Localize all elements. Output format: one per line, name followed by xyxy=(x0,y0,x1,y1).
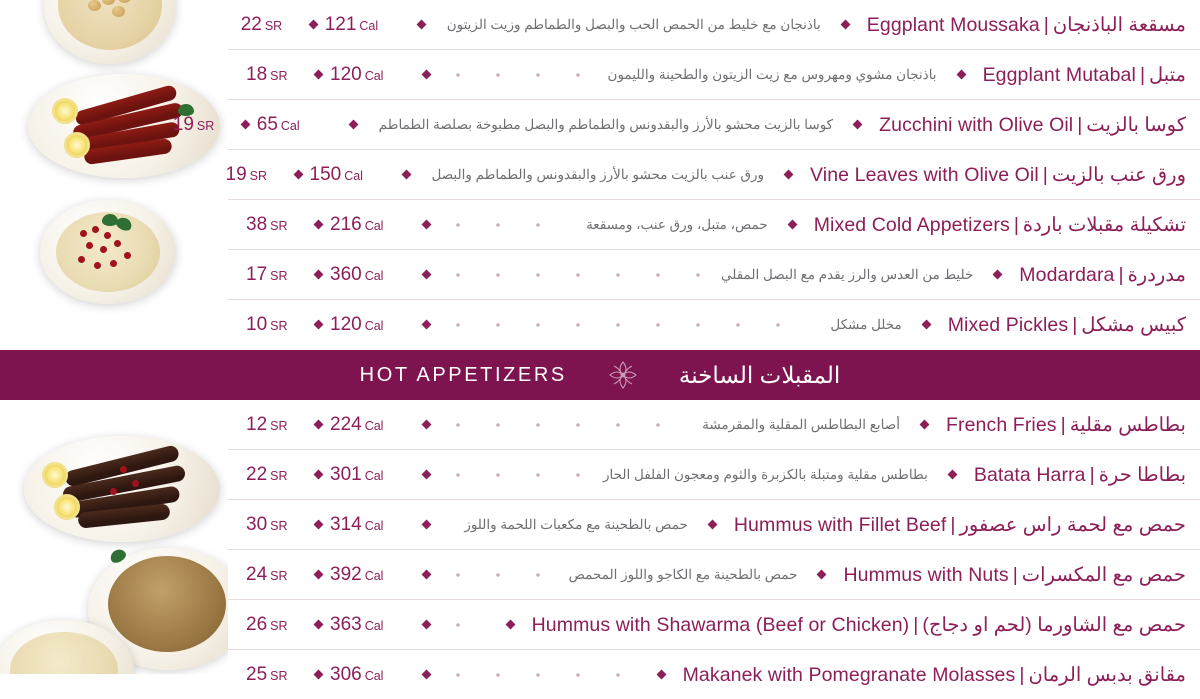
bullet-diamond-icon xyxy=(314,270,324,280)
menu-item-name-en: Eggplant Moussaka xyxy=(866,13,1040,36)
price-unit: SR xyxy=(270,668,288,683)
menu-item-name: ورق عنب بالزيت|Vine Leaves with Olive Oil xyxy=(810,163,1186,186)
menu-item-name: تشكيلة مقبلات باردة|Mixed Cold Appetizers xyxy=(813,213,1186,236)
bullet-diamond-icon xyxy=(948,470,958,480)
price-unit: SR xyxy=(270,518,288,533)
dot-leader xyxy=(438,250,707,299)
calorie-unit: Cal xyxy=(364,268,384,283)
price-unit: SR xyxy=(270,218,288,233)
menu-item-name-ar: مسقعة الباذنجان xyxy=(1052,13,1186,36)
bullet-diamond-icon xyxy=(422,220,432,230)
menu-item-name: مدردرة|Modardara xyxy=(1019,263,1186,286)
menu-item-calories: 306 Cal xyxy=(330,663,384,685)
menu-item-name-ar: مقانق بدبس الرمان xyxy=(1028,663,1186,686)
bullet-diamond-icon xyxy=(506,620,516,630)
menu-item-row[interactable] xyxy=(228,250,1200,300)
menu-item-calories: 121 Cal xyxy=(324,13,379,35)
bullet-diamond-icon xyxy=(314,470,324,480)
bullet-diamond-icon xyxy=(422,270,432,280)
menu-item-name-ar: حمص مع لحمة راس عصفور xyxy=(959,513,1186,536)
menu-item-name-ar: كبيس مشكل xyxy=(1081,313,1186,336)
menu-item-price: 18 SR xyxy=(246,63,288,85)
menu-item-description: أصابع البطاطس المقلية والمقرمشة xyxy=(702,416,900,432)
menu-item-name-en: Vine Leaves with Olive Oil xyxy=(810,163,1039,186)
bullet-diamond-icon xyxy=(788,220,798,230)
bullet-diamond-icon xyxy=(922,320,932,330)
menu-item-name: متبل|Eggplant Mutabal xyxy=(982,63,1186,86)
menu-item-description: باذنجان مع خليط من الحمص الحب والبصل والطماطم وزيت الزيتون xyxy=(446,16,821,32)
bullet-diamond-icon xyxy=(349,120,359,130)
menu-item-name-en: Hummus with Fillet Beef xyxy=(733,513,947,536)
menu-item-name-ar: بطاطس مقلية xyxy=(1069,413,1186,436)
calorie-unit: Cal xyxy=(359,18,379,33)
menu-item-name-en: Makanek with Pomegranate Molasses xyxy=(682,663,1016,686)
dish-photo-column xyxy=(0,0,228,674)
menu-item-name-ar: حمص مع المكسرات xyxy=(1021,563,1186,586)
bullet-diamond-icon xyxy=(294,170,304,180)
calorie-unit: Cal xyxy=(364,618,384,633)
bullet-diamond-icon xyxy=(422,620,432,630)
menu-item-description: خليط من العدس والرز يقدم مع البصل المقلي xyxy=(721,266,974,282)
bullet-diamond-icon xyxy=(422,70,432,80)
menu-item-calories: 224 Cal xyxy=(330,413,384,435)
bullet-diamond-icon xyxy=(841,20,851,30)
hot-appetizers-list xyxy=(228,400,1200,686)
bullet-diamond-icon xyxy=(422,470,432,480)
calorie-unit: Cal xyxy=(364,468,384,483)
calorie-unit: Cal xyxy=(280,118,300,133)
menu-item-row[interactable] xyxy=(228,500,1200,550)
menu-item-name-ar: مدردرة xyxy=(1127,263,1186,286)
menu-item-price: 10 SR xyxy=(246,313,288,335)
calorie-unit: Cal xyxy=(364,668,384,683)
dot-leader xyxy=(438,450,589,499)
bullet-diamond-icon xyxy=(314,320,324,330)
menu-item-price: 26 SR xyxy=(246,613,288,635)
menu-item-row[interactable] xyxy=(228,50,1200,100)
dot-leader xyxy=(438,500,450,549)
menu-item-name-en: French Fries xyxy=(946,413,1057,436)
calorie-unit: Cal xyxy=(344,168,363,183)
section-title-en: HOT APPETIZERS xyxy=(359,363,567,386)
menu-item-name: حمص مع المكسرات|Hummus with Nuts xyxy=(843,563,1186,586)
cold-appetizers-list xyxy=(172,0,1200,350)
menu-item-name: حمص مع لحمة راس عصفور|Hummus with Fillet Beef xyxy=(733,513,1186,536)
hummus-with-chickpeas-photo xyxy=(44,0,176,64)
menu-item-calories: 363 Cal xyxy=(330,613,384,635)
menu-item-price: 30 SR xyxy=(246,513,288,535)
price-unit: SR xyxy=(270,418,288,433)
calorie-unit: Cal xyxy=(364,218,384,233)
bullet-diamond-icon xyxy=(817,570,827,580)
menu-item-row[interactable] xyxy=(228,550,1200,600)
menu-item-name-en: Batata Harra xyxy=(973,463,1086,486)
price-unit: SR xyxy=(270,468,288,483)
menu-item-price: 22 SR xyxy=(240,13,283,35)
menu-item-description: بطاطس مقلية ومتبلة بالكزبرة والثوم ومعجون الفلفل الحار xyxy=(603,466,928,482)
menu-item-name-ar: متبل xyxy=(1149,63,1186,86)
menu-item-price: 22 SR xyxy=(246,463,288,485)
bullet-diamond-icon xyxy=(957,70,967,80)
bullet-diamond-icon xyxy=(314,220,324,230)
hot-appetizers-section-banner xyxy=(0,350,1200,400)
dot-leader xyxy=(438,650,623,699)
grilled-eggplant-photo xyxy=(24,436,220,542)
bullet-diamond-icon xyxy=(422,670,432,680)
menu-item-name: كبيس مشكل|Mixed Pickles xyxy=(947,313,1186,336)
menu-item-calories: 392 Cal xyxy=(330,563,384,585)
bullet-diamond-icon xyxy=(784,170,794,180)
menu-item-name-en: Modardara xyxy=(1019,263,1115,286)
calorie-unit: Cal xyxy=(364,518,384,533)
bullet-diamond-icon xyxy=(657,670,667,680)
price-unit: SR xyxy=(249,168,268,183)
hummus-with-pomegranate-photo xyxy=(40,200,176,304)
bullet-diamond-icon xyxy=(314,520,324,530)
bullet-diamond-icon xyxy=(993,270,1003,280)
menu-item-price: 38 SR xyxy=(246,213,288,235)
bullet-diamond-icon xyxy=(314,570,324,580)
calorie-unit: Cal xyxy=(364,68,384,83)
bullet-diamond-icon xyxy=(422,570,432,580)
menu-item-row[interactable] xyxy=(172,100,1200,150)
menu-item-price: 19 SR xyxy=(225,163,268,185)
menu-item-price: 12 SR xyxy=(246,413,288,435)
menu-item-price: 19 SR xyxy=(172,113,215,135)
menu-item-row[interactable] xyxy=(228,400,1200,450)
bullet-diamond-icon xyxy=(314,420,324,430)
bullet-diamond-icon xyxy=(402,170,412,180)
menu-item-name: حمص مع الشاورما (لحم او دجاج)|Hummus with Shawarma (Beef or Chicken) xyxy=(531,613,1186,636)
price-unit: SR xyxy=(264,18,283,33)
calorie-unit: Cal xyxy=(364,418,384,433)
menu-item-name: مقانق بدبس الرمان|Makanek with Pomegranate Molasses xyxy=(682,663,1186,686)
dot-leader xyxy=(438,50,594,99)
menu-item-calories: 301 Cal xyxy=(330,463,384,485)
price-unit: SR xyxy=(270,318,288,333)
menu-item-description: حمص بالطحينة مع مكعبات اللحمة واللوز xyxy=(464,516,688,532)
bullet-diamond-icon xyxy=(314,670,324,680)
menu-item-name: مسقعة الباذنجان|Eggplant Moussaka xyxy=(866,13,1186,36)
bullet-diamond-icon xyxy=(422,320,432,330)
menu-item-row[interactable] xyxy=(228,0,1200,50)
bullet-diamond-icon xyxy=(853,120,863,130)
menu-item-name: بطاطا حرة|Batata Harra xyxy=(973,463,1186,486)
menu-item-calories: 360 Cal xyxy=(330,263,384,285)
dot-leader xyxy=(438,600,472,649)
menu-item-description: حمص بالطحينة مع الكاجو واللوز المحمص xyxy=(568,566,798,582)
menu-item-calories: 150 Cal xyxy=(309,163,363,185)
menu-item-description: حمص، متبل، ورق عنب، ومسقعة xyxy=(586,216,768,232)
bullet-diamond-icon xyxy=(422,420,432,430)
bullet-diamond-icon xyxy=(309,20,319,30)
dot-leader xyxy=(438,200,572,249)
menu-item-row[interactable] xyxy=(228,300,1200,349)
menu-item-row[interactable] xyxy=(225,150,1200,200)
menu-item-row[interactable] xyxy=(228,650,1200,699)
calorie-unit: Cal xyxy=(364,568,384,583)
dot-leader xyxy=(438,400,688,449)
bullet-diamond-icon xyxy=(314,70,324,80)
menu-item-calories: 216 Cal xyxy=(330,213,384,235)
price-unit: SR xyxy=(270,68,288,83)
menu-item-name-ar: بطاطا حرة xyxy=(1098,463,1186,486)
menu-item-name-ar: ورق عنب بالزيت xyxy=(1051,163,1186,186)
menu-item-name-en: Hummus with Shawarma (Beef or Chicken) xyxy=(531,613,910,636)
menu-item-price: 17 SR xyxy=(246,263,288,285)
menu-item-row[interactable] xyxy=(228,450,1200,500)
menu-item-price: 25 SR xyxy=(246,663,288,685)
menu-item-name-en: Zucchini with Olive Oil xyxy=(879,113,1074,136)
bullet-diamond-icon xyxy=(422,520,432,530)
menu-item-calories: 120 Cal xyxy=(330,313,384,335)
price-unit: SR xyxy=(270,268,288,283)
menu-item-calories: 120 Cal xyxy=(330,63,384,85)
menu-item-description: كوسا بالزيت محشو بالأرز والبقدونس والطماطم والبصل مطبوخة بصلصة الطماطم xyxy=(378,116,834,132)
menu-item-price: 24 SR xyxy=(246,563,288,585)
menu-item-row[interactable] xyxy=(228,200,1200,250)
menu-item-name-en: Eggplant Mutabal xyxy=(982,63,1136,86)
menu-item-name: كوسا بالزيت|Zucchini with Olive Oil xyxy=(879,113,1186,136)
dot-leader xyxy=(438,300,816,349)
price-unit: SR xyxy=(196,118,215,133)
bullet-diamond-icon xyxy=(708,520,718,530)
menu-item-calories: 314 Cal xyxy=(330,513,384,535)
menu-item-row[interactable] xyxy=(228,600,1200,650)
menu-item-name: بطاطس مقلية|French Fries xyxy=(946,413,1186,436)
bullet-diamond-icon xyxy=(314,620,324,630)
menu-item-name-ar: حمص مع الشاورما (لحم او دجاج) xyxy=(922,613,1186,636)
price-unit: SR xyxy=(270,618,288,633)
dot-leader xyxy=(438,550,555,599)
menu-item-description: مخلل مشكل xyxy=(830,316,902,332)
menu-item-calories: 65 Cal xyxy=(256,113,300,135)
bullet-diamond-icon xyxy=(241,120,251,130)
menu-item-name-en: Mixed Cold Appetizers xyxy=(813,213,1010,236)
floral-ornament-icon xyxy=(603,357,643,393)
bullet-diamond-icon xyxy=(417,20,427,30)
price-unit: SR xyxy=(270,568,288,583)
menu-item-name-ar: تشكيلة مقبلات باردة xyxy=(1022,213,1186,236)
menu-item-name-ar: كوسا بالزيت xyxy=(1086,113,1186,136)
calorie-unit: Cal xyxy=(364,318,384,333)
menu-item-description: باذنجان مشوي ومهروس مع زيت الزيتون والطحينة والليمون xyxy=(607,66,937,82)
menu-item-description: ورق عنب بالزيت محشو بالأرز والبقدونس والطماطم والبصل xyxy=(431,166,765,182)
menu-item-name-en: Hummus with Nuts xyxy=(843,563,1009,586)
bullet-diamond-icon xyxy=(920,420,930,430)
menu-item-name-en: Mixed Pickles xyxy=(947,313,1069,336)
section-title-ar: المقبلات الساخنة xyxy=(678,361,841,388)
